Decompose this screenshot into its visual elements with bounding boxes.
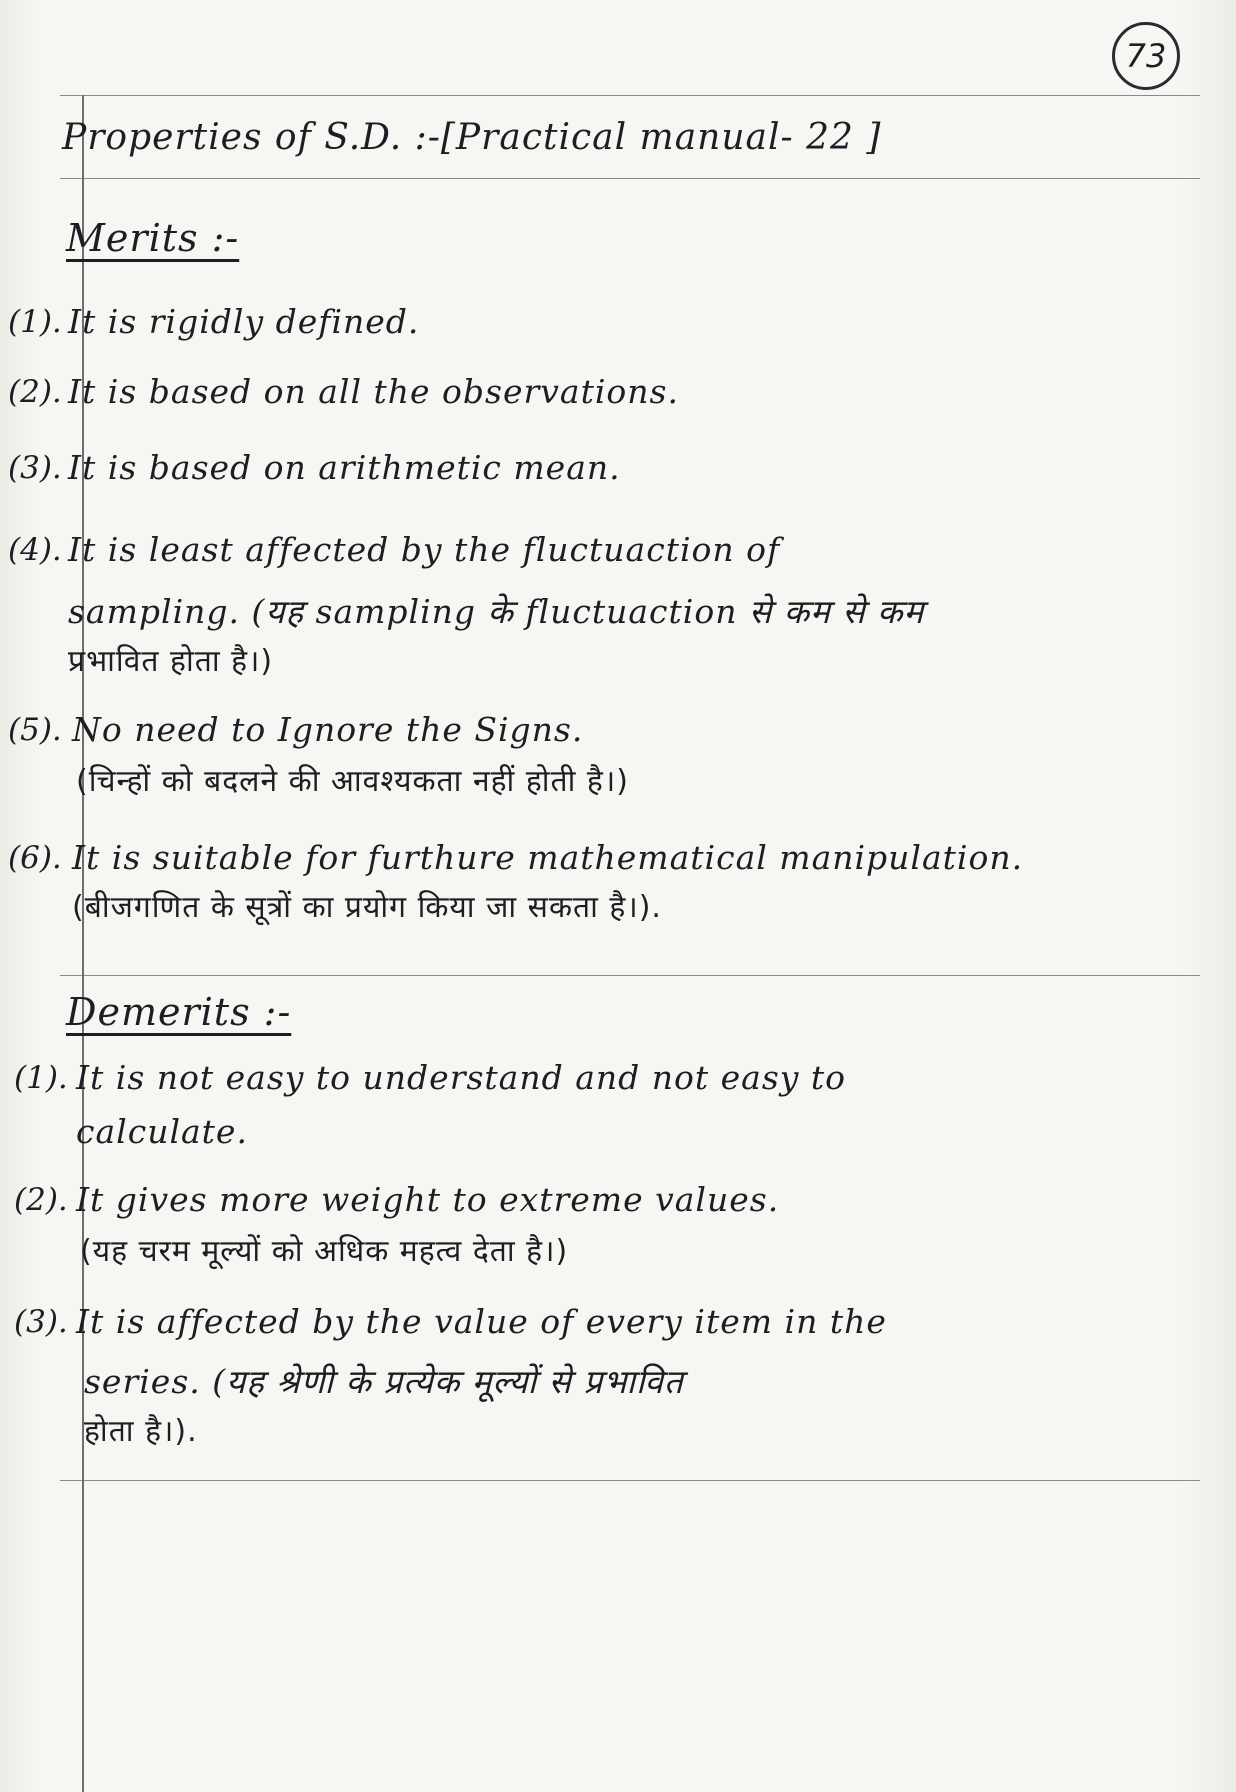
- demerit-number: (3).: [14, 1304, 68, 1340]
- merit-number: (1).: [8, 304, 62, 340]
- merit-number: (6).: [8, 840, 62, 876]
- merit-text: It is rigidly defined.: [68, 302, 420, 341]
- page-title: Properties of S.D. :-[Practical manual- 22 ]: [62, 117, 882, 158]
- demerit-text: series. (यह श्रेणी के प्रत्येक मूल्यों से प्रभावित: [84, 1362, 684, 1401]
- merit-text-hindi: (बीजगणित के सूत्रों का प्रयोग किया जा सकता है।).: [72, 890, 662, 925]
- demerit-text-hindi: (यह चरम मूल्यों को अधिक महत्व देता है।): [80, 1234, 569, 1269]
- demerit-number: (2).: [14, 1182, 68, 1218]
- demerits-heading: Demerits :-: [66, 990, 292, 1034]
- page-number: 73: [1112, 22, 1180, 90]
- merit-text-hindi: (चिन्हों को बदलने की आवश्यकता नहीं होती है।): [76, 764, 629, 799]
- demerit-number: (1).: [14, 1060, 68, 1096]
- demerit-text: It is not easy to understand and not easy to: [76, 1058, 847, 1097]
- merit-text: It is based on arithmetic mean.: [68, 448, 621, 487]
- margin-line: [82, 95, 84, 1792]
- merit-number: (3).: [8, 450, 62, 486]
- demerit-text: calculate.: [76, 1112, 248, 1151]
- ruled-line: [60, 975, 1200, 976]
- demerit-text: It is affected by the value of every item in the: [76, 1302, 887, 1341]
- merit-text: No need to Ignore the Signs.: [72, 710, 584, 749]
- merit-text: sampling. (यह sampling के fluctuaction से कम से कम: [68, 592, 925, 631]
- merit-number: (2).: [8, 374, 62, 410]
- merit-text-hindi: प्रभावित होता है।): [68, 644, 274, 679]
- merits-heading: Merits :-: [66, 216, 240, 260]
- demerit-text-hindi: होता है।).: [84, 1414, 198, 1449]
- merit-text: It is suitable for furthure mathematical manipulation.: [72, 838, 1024, 877]
- merit-number: (4).: [8, 532, 62, 568]
- ruled-line: [60, 95, 1200, 96]
- demerit-text: It gives more weight to extreme values.: [76, 1180, 780, 1219]
- merit-text: It is based on all the observations.: [68, 372, 679, 411]
- ruled-line: [60, 178, 1200, 179]
- merit-number: (5).: [8, 712, 62, 748]
- merit-text: It is least affected by the fluctuaction of: [68, 530, 781, 569]
- ruled-line: [60, 1480, 1200, 1481]
